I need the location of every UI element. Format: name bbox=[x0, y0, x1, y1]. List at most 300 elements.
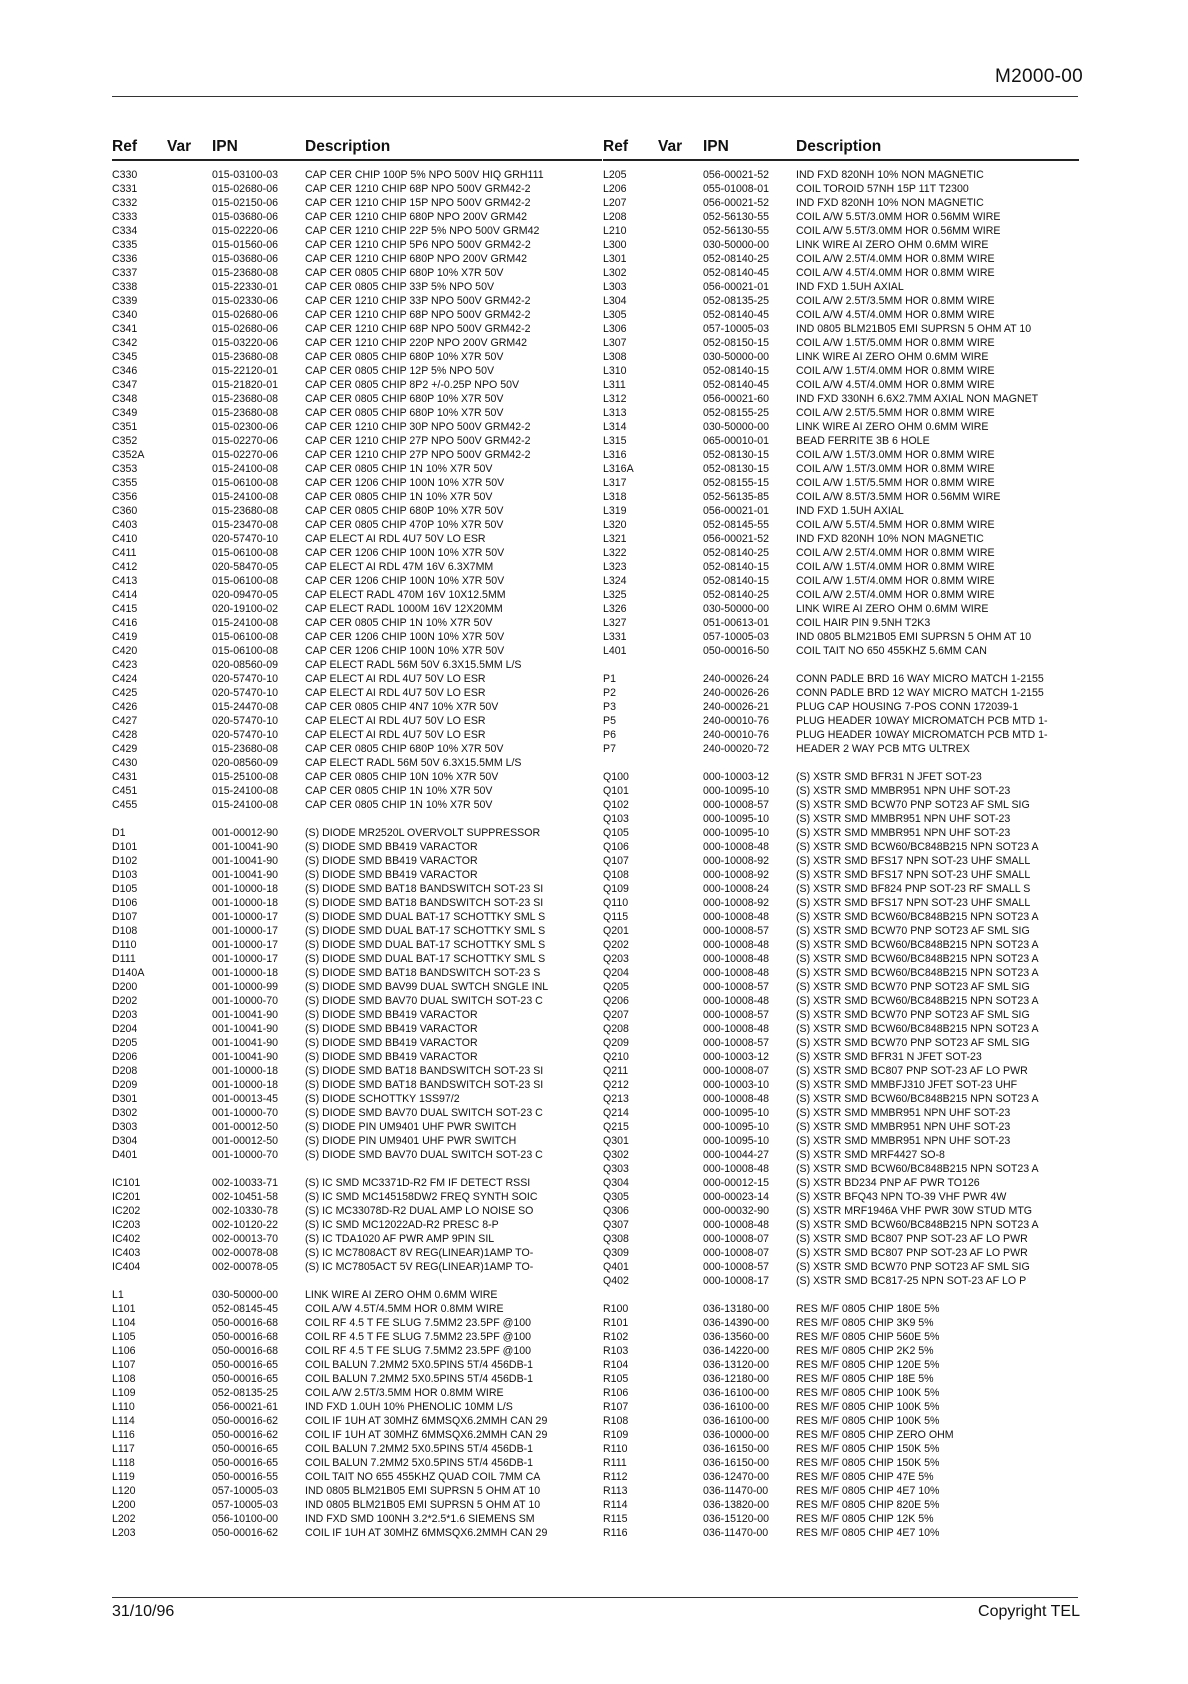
part-ipn: 002-10451-58 bbox=[212, 1191, 278, 1203]
part-ipn: 036-14220-00 bbox=[703, 1345, 769, 1357]
part-ref: D103 bbox=[112, 869, 138, 881]
part-ipn: 057-10005-03 bbox=[703, 323, 769, 335]
part-description: IND FXD 820NH 10% NON MAGNETIC bbox=[796, 169, 984, 181]
part-ipn: 036-14390-00 bbox=[703, 1317, 769, 1329]
part-ref: L302 bbox=[603, 267, 627, 279]
part-row bbox=[603, 1022, 1079, 1036]
part-ref: C345 bbox=[112, 351, 138, 363]
part-ref: L314 bbox=[603, 421, 627, 433]
part-ipn: 000-10008-07 bbox=[703, 1247, 769, 1259]
part-ref: C429 bbox=[112, 743, 138, 755]
part-description: PLUG CAP HOUSING 7-POS CONN 172039-1 bbox=[796, 701, 1019, 713]
part-ref: L109 bbox=[112, 1387, 136, 1399]
part-row bbox=[112, 1400, 602, 1414]
part-row bbox=[603, 770, 1079, 784]
part-ref: Q302 bbox=[603, 1149, 629, 1161]
part-ipn: 052-08140-15 bbox=[703, 561, 769, 573]
part-ref: Q303 bbox=[603, 1163, 629, 1175]
part-ref: Q108 bbox=[603, 869, 629, 881]
part-ref: L321 bbox=[603, 533, 627, 545]
part-ipn: 065-00010-01 bbox=[703, 435, 769, 447]
part-ipn: 002-10120-22 bbox=[212, 1219, 278, 1231]
part-ref: L324 bbox=[603, 575, 627, 587]
part-description: (S) XSTR SMD BCW60/BC848B215 NPN SOT23 A bbox=[796, 1093, 1039, 1105]
part-ref: C349 bbox=[112, 407, 138, 419]
part-row bbox=[112, 952, 602, 966]
part-description: (S) XSTR SMD MMBR951 NPN UHF SOT-23 bbox=[796, 785, 1011, 797]
part-ref: C455 bbox=[112, 799, 138, 811]
part-ipn: 020-57470-10 bbox=[212, 687, 278, 699]
part-ref: D106 bbox=[112, 897, 138, 909]
part-ref: C330 bbox=[112, 169, 138, 181]
part-row bbox=[112, 1302, 602, 1316]
part-row bbox=[112, 1358, 602, 1372]
part-row bbox=[112, 336, 602, 350]
part-ref: L116 bbox=[112, 1429, 135, 1441]
part-ipn: 050-00016-65 bbox=[212, 1359, 278, 1371]
part-ref: C351 bbox=[112, 421, 138, 433]
part-ipn: 000-10008-57 bbox=[703, 1261, 769, 1273]
part-ipn: 000-10008-92 bbox=[703, 855, 769, 867]
part-ref: Q214 bbox=[603, 1107, 629, 1119]
part-ipn: 056-00021-60 bbox=[703, 393, 769, 405]
part-row bbox=[112, 1260, 602, 1274]
part-description: COIL A/W 1.5T/4.0MM HOR 0.8MM WIRE bbox=[796, 575, 995, 587]
part-ref: C423 bbox=[112, 659, 138, 671]
part-row bbox=[112, 1442, 602, 1456]
part-ref: C419 bbox=[112, 631, 138, 643]
part-ipn: 030-50000-00 bbox=[212, 1289, 278, 1301]
part-ipn: 030-50000-00 bbox=[703, 351, 769, 363]
part-description: RES M/F 0805 CHIP 4E7 10% bbox=[796, 1527, 940, 1539]
part-ref: C338 bbox=[112, 281, 138, 293]
part-row bbox=[603, 672, 1079, 686]
part-ipn: 052-08140-45 bbox=[703, 379, 769, 391]
part-ipn: 240-00020-72 bbox=[703, 743, 769, 755]
header-var: Var bbox=[658, 138, 683, 155]
part-row bbox=[603, 1106, 1079, 1120]
part-row bbox=[112, 700, 602, 714]
part-description: CAP CER 0805 CHIP 1N 10% X7R 50V bbox=[305, 799, 493, 811]
part-ref: L202 bbox=[112, 1513, 136, 1525]
part-row bbox=[112, 1512, 602, 1526]
part-row bbox=[603, 168, 1079, 182]
part-description: IND FXD 330NH 6.6X2.7MM AXIAL NON MAGNET bbox=[796, 393, 1039, 405]
part-ipn: 052-08150-15 bbox=[703, 337, 769, 349]
part-ipn: 020-19100-02 bbox=[212, 603, 278, 615]
part-ipn: 052-08140-15 bbox=[703, 575, 769, 587]
part-ipn: 052-08155-25 bbox=[703, 407, 769, 419]
part-row bbox=[112, 252, 602, 266]
part-description: CAP ELECT RADL 470M 16V 10X12.5MM bbox=[305, 589, 506, 601]
part-ipn: 000-10008-48 bbox=[703, 939, 769, 951]
part-row bbox=[112, 1008, 602, 1022]
part-ipn: 015-02300-06 bbox=[212, 421, 278, 433]
part-row bbox=[112, 588, 602, 602]
part-ref: L306 bbox=[603, 323, 627, 335]
part-row bbox=[603, 294, 1079, 308]
part-description: COIL A/W 4.5T/4.0MM HOR 0.8MM WIRE bbox=[796, 267, 995, 279]
part-ipn: 050-00016-62 bbox=[212, 1429, 278, 1441]
part-ipn: 036-16100-00 bbox=[703, 1415, 769, 1427]
part-ipn: 030-50000-00 bbox=[703, 603, 769, 615]
part-row bbox=[112, 448, 602, 462]
part-ref: L319 bbox=[603, 505, 627, 517]
part-row bbox=[603, 1120, 1079, 1134]
part-ipn: 020-57470-10 bbox=[212, 673, 278, 685]
part-description: CAP CER 1210 CHIP 220P NPO 200V GRM42 bbox=[305, 337, 527, 349]
part-ref: Q115 bbox=[603, 911, 629, 923]
header-ref: Ref bbox=[603, 138, 628, 155]
part-ref: P1 bbox=[603, 673, 616, 685]
part-ref: C339 bbox=[112, 295, 138, 307]
part-description: (S) XSTR BD234 PNP AF PWR TO126 bbox=[796, 1177, 980, 1189]
part-row bbox=[603, 1526, 1079, 1540]
part-row bbox=[112, 1106, 602, 1120]
part-row bbox=[603, 266, 1079, 280]
part-ref: L320 bbox=[603, 519, 627, 531]
part-description: CAP CER 1210 CHIP 30P NPO 500V GRM42-2 bbox=[305, 421, 531, 433]
part-description: CAP CER CHIP 100P 5% NPO 500V HIQ GRH111 bbox=[305, 169, 544, 181]
header-ipn: IPN bbox=[703, 138, 729, 155]
part-ref: Q207 bbox=[603, 1009, 629, 1021]
part-ref: L108 bbox=[112, 1373, 136, 1385]
part-row bbox=[603, 966, 1079, 980]
part-description: IND FXD SMD 100NH 3.2*2.5*1.6 SIEMENS SM bbox=[305, 1513, 535, 1525]
part-row bbox=[603, 308, 1079, 322]
part-ref: L317 bbox=[603, 477, 627, 489]
part-ipn: 000-10008-48 bbox=[703, 1219, 769, 1231]
part-row bbox=[603, 1260, 1079, 1274]
part-row bbox=[112, 406, 602, 420]
part-description: CAP CER 0805 CHIP 8P2 +/-0.25P NPO 50V bbox=[305, 379, 520, 391]
part-row bbox=[603, 1050, 1079, 1064]
part-description: (S) DIODE SMD BAT18 BANDSWITCH SOT-23 SI bbox=[305, 897, 544, 909]
part-row bbox=[603, 406, 1079, 420]
part-ref: L301 bbox=[603, 253, 627, 265]
part-ref: Q107 bbox=[603, 855, 629, 867]
part-ipn: 015-06100-08 bbox=[212, 631, 278, 643]
part-ref: Q101 bbox=[603, 785, 629, 797]
part-ipn: 001-10000-70 bbox=[212, 1149, 278, 1161]
part-ipn: 056-00021-01 bbox=[703, 505, 769, 517]
part-ipn: 015-24100-08 bbox=[212, 617, 278, 629]
part-description: COIL IF 1UH AT 30MHZ 6MMSQX6.2MMH CAN 29 bbox=[305, 1527, 548, 1539]
group-spacer bbox=[603, 658, 1079, 672]
part-ipn: 015-23680-08 bbox=[212, 267, 278, 279]
part-description: CAP CER 1210 CHIP 27P NPO 500V GRM42-2 bbox=[305, 435, 531, 447]
part-description: RES M/F 0805 CHIP 120E 5% bbox=[796, 1359, 940, 1371]
part-description: (S) XSTR SMD BCW60/BC848B215 NPN SOT23 A bbox=[796, 1219, 1039, 1231]
part-ipn: 015-21820-01 bbox=[212, 379, 278, 391]
part-ipn: 015-06100-08 bbox=[212, 547, 278, 559]
part-description: (S) XSTR SMD MMBR951 NPN UHF SOT-23 bbox=[796, 827, 1011, 839]
part-row bbox=[112, 1134, 602, 1148]
part-row bbox=[603, 1470, 1079, 1484]
part-description: CAP CER 0805 CHIP 33P 5% NPO 50V bbox=[305, 281, 495, 293]
part-row bbox=[603, 616, 1079, 630]
part-ref: D101 bbox=[112, 841, 138, 853]
part-ipn: 015-23680-08 bbox=[212, 505, 278, 517]
part-description: (S) DIODE PIN UM9401 UHF PWR SWITCH bbox=[305, 1121, 517, 1133]
part-row bbox=[112, 756, 602, 770]
part-ipn: 036-13560-00 bbox=[703, 1331, 769, 1343]
part-ipn: 056-00021-52 bbox=[703, 533, 769, 545]
part-ref: L325 bbox=[603, 589, 627, 601]
part-row bbox=[112, 980, 602, 994]
part-description: (S) XSTR SMD BFS17 NPN SOT-23 UHF SMALL bbox=[796, 869, 1031, 881]
part-ref: L327 bbox=[603, 617, 627, 629]
part-ipn: 030-50000-00 bbox=[703, 421, 769, 433]
part-ipn: 050-00016-65 bbox=[212, 1457, 278, 1469]
part-ref: D302 bbox=[112, 1107, 138, 1119]
part-description: IND 0805 BLM21B05 EMI SUPRSN 5 OHM AT 10 bbox=[796, 323, 1032, 335]
part-description: CAP CER 1206 CHIP 100N 10% X7R 50V bbox=[305, 477, 505, 489]
part-description: CAP CER 1210 CHIP 68P NPO 500V GRM42-2 bbox=[305, 309, 531, 321]
part-row bbox=[603, 1190, 1079, 1204]
part-description: CAP CER 0805 CHIP 1N 10% X7R 50V bbox=[305, 617, 493, 629]
part-description: (S) DIODE SMD BAV99 DUAL SWTCH SNGLE INL bbox=[305, 981, 549, 993]
part-row bbox=[112, 434, 602, 448]
part-description: CAP CER 0805 CHIP 680P 10% X7R 50V bbox=[305, 407, 504, 419]
part-row bbox=[603, 1162, 1079, 1176]
part-ipn: 056-00021-61 bbox=[212, 1401, 278, 1413]
part-description: CAP ELECT AI RDL 4U7 50V LO ESR bbox=[305, 673, 486, 685]
part-description: (S) XSTR SMD BFS17 NPN SOT-23 UHF SMALL bbox=[796, 855, 1031, 867]
part-ref: Q309 bbox=[603, 1247, 629, 1259]
part-ipn: 001-10000-18 bbox=[212, 883, 278, 895]
part-description: (S) DIODE SMD BAV70 DUAL SWITCH SOT-23 C bbox=[305, 1149, 543, 1161]
part-ref: D105 bbox=[112, 883, 138, 895]
part-description: (S) XSTR SMD MMBFJ310 JFET SOT-23 UHF bbox=[796, 1079, 1018, 1091]
part-ref: C431 bbox=[112, 771, 138, 783]
part-description: CAP CER 1210 CHIP 68P NPO 500V GRM42-2 bbox=[305, 183, 531, 195]
part-row bbox=[603, 420, 1079, 434]
part-description: CAP ELECT AI RDL 4U7 50V LO ESR bbox=[305, 687, 486, 699]
part-description: IND 0805 BLM21B05 EMI SUPRSN 5 OHM AT 10 bbox=[796, 631, 1032, 643]
part-description: (S) DIODE SMD BB419 VARACTOR bbox=[305, 841, 478, 853]
part-ipn: 000-10008-48 bbox=[703, 967, 769, 979]
part-row bbox=[603, 868, 1079, 882]
part-description: COIL TOROID 57NH 15P 11T T2300 bbox=[796, 183, 969, 195]
part-row bbox=[603, 1498, 1079, 1512]
part-ref: C341 bbox=[112, 323, 138, 335]
part-row bbox=[112, 1330, 602, 1344]
part-description: COIL A/W 2.5T/4.0MM HOR 0.8MM WIRE bbox=[796, 589, 995, 601]
part-ipn: 052-08140-25 bbox=[703, 589, 769, 601]
part-row bbox=[603, 1302, 1079, 1316]
part-ipn: 000-10008-24 bbox=[703, 883, 769, 895]
part-description: COIL TAIT NO 650 455KHZ 5.6MM CAN bbox=[796, 645, 987, 657]
part-row bbox=[603, 854, 1079, 868]
part-row bbox=[112, 994, 602, 1008]
part-ref: Q308 bbox=[603, 1233, 629, 1245]
part-ipn: 052-08140-45 bbox=[703, 309, 769, 321]
parts-list-left bbox=[112, 168, 602, 1540]
part-row bbox=[603, 224, 1079, 238]
part-ipn: 000-10008-57 bbox=[703, 925, 769, 937]
part-ref: C425 bbox=[112, 687, 138, 699]
part-description: (S) DIODE SMD BB419 VARACTOR bbox=[305, 1009, 478, 1021]
part-ref: L106 bbox=[112, 1345, 136, 1357]
part-ipn: 052-08140-45 bbox=[703, 267, 769, 279]
part-ipn: 050-00016-68 bbox=[212, 1317, 278, 1329]
part-row bbox=[603, 728, 1079, 742]
part-ipn: 056-10100-00 bbox=[212, 1513, 278, 1525]
part-description: CAP CER 1210 CHIP 22P 5% NPO 500V GRM42 bbox=[305, 225, 540, 237]
part-row bbox=[603, 1232, 1079, 1246]
part-ipn: 036-13820-00 bbox=[703, 1499, 769, 1511]
part-row bbox=[112, 504, 602, 518]
part-row bbox=[112, 1064, 602, 1078]
part-row bbox=[603, 336, 1079, 350]
part-row bbox=[112, 672, 602, 686]
part-ipn: 015-02270-06 bbox=[212, 449, 278, 461]
part-ref: Q402 bbox=[603, 1275, 629, 1287]
part-description: IND FXD 820NH 10% NON MAGNETIC bbox=[796, 197, 984, 209]
part-description: CAP CER 0805 CHIP 680P 10% X7R 50V bbox=[305, 351, 504, 363]
part-description: (S) XSTR SMD BF824 PNP SOT-23 RF SMALL S bbox=[796, 883, 1031, 895]
part-description: COIL A/W 2.5T/4.0MM HOR 0.8MM WIRE bbox=[796, 253, 995, 265]
part-row bbox=[112, 938, 602, 952]
part-description: (S) IC MC7808ACT 8V REG(LINEAR)1AMP TO- bbox=[305, 1247, 534, 1259]
part-ipn: 001-10000-17 bbox=[212, 911, 278, 923]
part-ref: C430 bbox=[112, 757, 138, 769]
part-ipn: 000-10095-10 bbox=[703, 1107, 769, 1119]
part-ref: L119 bbox=[112, 1471, 135, 1483]
part-description: (S) XSTR SMD BFS17 NPN SOT-23 UHF SMALL bbox=[796, 897, 1031, 909]
part-ref: R114 bbox=[603, 1499, 628, 1511]
part-ipn: 240-00010-76 bbox=[703, 729, 769, 741]
part-description: COIL RF 4.5 T FE SLUG 7.5MM2 23.5PF @100 bbox=[305, 1331, 532, 1343]
part-ref: D102 bbox=[112, 855, 138, 867]
part-ref: IC202 bbox=[112, 1205, 141, 1217]
part-row bbox=[603, 462, 1079, 476]
part-ref: P3 bbox=[603, 701, 616, 713]
part-row bbox=[112, 1176, 602, 1190]
part-ipn: 052-08140-15 bbox=[703, 365, 769, 377]
part-ipn: 052-08135-25 bbox=[212, 1387, 278, 1399]
part-ipn: 000-10095-10 bbox=[703, 1121, 769, 1133]
part-description: CAP CER 1210 CHIP 27P NPO 500V GRM42-2 bbox=[305, 449, 531, 461]
part-ipn: 020-09470-05 bbox=[212, 589, 278, 601]
part-ref: Q306 bbox=[603, 1205, 629, 1217]
part-row bbox=[603, 826, 1079, 840]
part-row bbox=[112, 658, 602, 672]
part-ref: IC404 bbox=[112, 1261, 141, 1273]
part-ref: L313 bbox=[603, 407, 627, 419]
part-ref: L1 bbox=[112, 1289, 124, 1301]
part-description: (S) IC SMD MC3371D-R2 FM IF DETECT RSSI bbox=[305, 1177, 531, 1189]
part-description: (S) XSTR SMD BFR31 N JFET SOT-23 bbox=[796, 771, 982, 783]
part-ref: L304 bbox=[603, 295, 627, 307]
part-ref: R115 bbox=[603, 1513, 628, 1525]
part-ipn: 000-00032-90 bbox=[703, 1205, 769, 1217]
part-description: COIL HAIR PIN 9.5NH T2K3 bbox=[796, 617, 931, 629]
part-ref: P5 bbox=[603, 715, 616, 727]
part-row bbox=[603, 546, 1079, 560]
part-ref: L312 bbox=[603, 393, 627, 405]
part-ref: R116 bbox=[603, 1527, 628, 1539]
part-ipn: 057-10005-03 bbox=[212, 1499, 278, 1511]
part-ref: D200 bbox=[112, 981, 138, 993]
part-ref: C416 bbox=[112, 617, 138, 629]
part-ipn: 036-11470-00 bbox=[703, 1527, 769, 1539]
part-ipn: 036-16150-00 bbox=[703, 1457, 769, 1469]
part-ipn: 052-56130-55 bbox=[703, 211, 769, 223]
part-ipn: 001-10041-90 bbox=[212, 855, 278, 867]
part-ref: L118 bbox=[112, 1457, 135, 1469]
part-row bbox=[112, 854, 602, 868]
part-row bbox=[603, 532, 1079, 546]
part-description: COIL A/W 1.5T/3.0MM HOR 0.8MM WIRE bbox=[796, 449, 995, 461]
part-ipn: 001-10000-18 bbox=[212, 1079, 278, 1091]
part-row bbox=[112, 1484, 602, 1498]
parts-column-left bbox=[112, 137, 602, 1540]
part-ref: L318 bbox=[603, 491, 627, 503]
part-ref: D206 bbox=[112, 1051, 138, 1063]
part-description: COIL BALUN 7.2MM2 5X0.5PINS 5T/4 456DB-1 bbox=[305, 1443, 534, 1455]
part-description: (S) DIODE SMD BAT18 BANDSWITCH SOT-23 SI bbox=[305, 1065, 544, 1077]
part-ref: C415 bbox=[112, 603, 138, 615]
part-row bbox=[603, 280, 1079, 294]
part-description: CAP CER 0805 CHIP 1N 10% X7R 50V bbox=[305, 785, 493, 797]
part-description: CAP ELECT AI RDL 4U7 50V LO ESR bbox=[305, 729, 486, 741]
part-description: CAP ELECT AI RDL 4U7 50V LO ESR bbox=[305, 533, 486, 545]
part-row bbox=[603, 1008, 1079, 1022]
part-ref: R103 bbox=[603, 1345, 629, 1357]
part-ref: R110 bbox=[603, 1443, 628, 1455]
part-row bbox=[603, 1456, 1079, 1470]
part-ref: D205 bbox=[112, 1037, 138, 1049]
part-row bbox=[112, 1526, 602, 1540]
part-ipn: 015-01560-06 bbox=[212, 239, 278, 251]
part-ref: C340 bbox=[112, 309, 138, 321]
part-description: CAP CER 1206 CHIP 100N 10% X7R 50V bbox=[305, 575, 505, 587]
part-ipn: 000-10008-48 bbox=[703, 995, 769, 1007]
part-ref: L305 bbox=[603, 309, 627, 321]
part-ref: L104 bbox=[112, 1317, 136, 1329]
part-ref: L401 bbox=[603, 645, 627, 657]
column-header-right bbox=[603, 137, 1079, 161]
part-ipn: 036-10000-00 bbox=[703, 1429, 769, 1441]
part-ref: L210 bbox=[603, 225, 627, 237]
part-ipn: 000-00012-15 bbox=[703, 1177, 769, 1189]
part-description: (S) DIODE SMD BAV70 DUAL SWITCH SOT-23 C bbox=[305, 995, 543, 1007]
part-ref: C426 bbox=[112, 701, 138, 713]
part-row bbox=[112, 294, 602, 308]
part-description: COIL A/W 8.5T/3.5MM HOR 0.56MM WIRE bbox=[796, 491, 1001, 503]
part-ref: D202 bbox=[112, 995, 138, 1007]
part-description: (S) DIODE SMD BAT18 BANDSWITCH SOT-23 S bbox=[305, 967, 541, 979]
part-description: RES M/F 0805 CHIP 100K 5% bbox=[796, 1415, 940, 1427]
part-ipn: 015-25100-08 bbox=[212, 771, 278, 783]
part-ipn: 052-56135-85 bbox=[703, 491, 769, 503]
header-rule bbox=[112, 96, 1078, 97]
part-ref: L315 bbox=[603, 435, 627, 447]
part-ipn: 002-00013-70 bbox=[212, 1233, 278, 1245]
part-ref: C411 bbox=[112, 547, 137, 559]
part-row bbox=[603, 882, 1079, 896]
part-ref: C451 bbox=[112, 785, 138, 797]
part-description: CAP CER 0805 CHIP 680P 10% X7R 50V bbox=[305, 505, 504, 517]
part-description: CAP CER 0805 CHIP 470P 10% X7R 50V bbox=[305, 519, 504, 531]
part-description: (S) XSTR SMD BC807 PNP SOT-23 AF LO PWR bbox=[796, 1247, 1028, 1259]
part-description: IND 0805 BLM21B05 EMI SUPRSN 5 OHM AT 10 bbox=[305, 1499, 541, 1511]
header-var: Var bbox=[167, 138, 192, 155]
part-ipn: 000-10008-07 bbox=[703, 1065, 769, 1077]
part-ref: Q205 bbox=[603, 981, 629, 993]
